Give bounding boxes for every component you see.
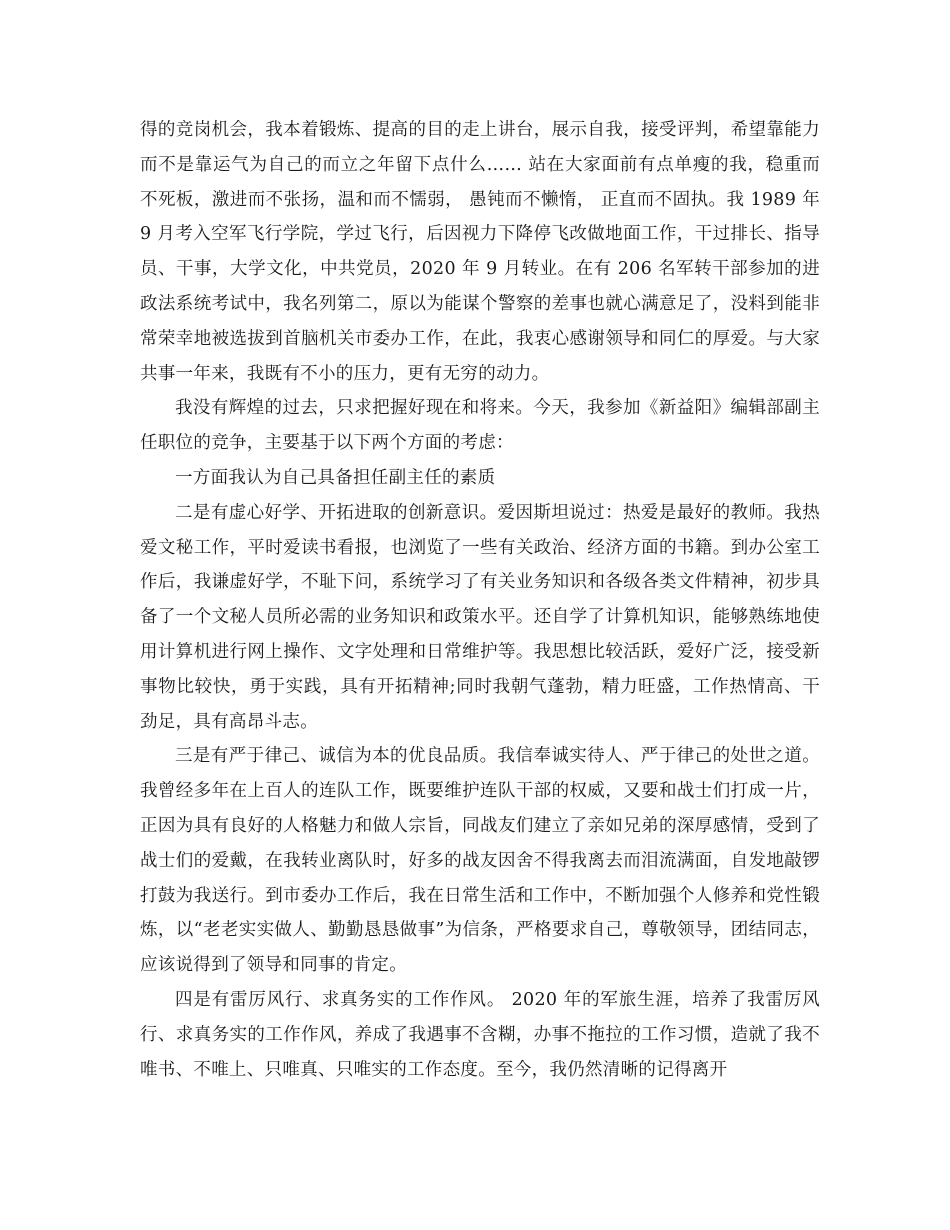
paragraph-1: 得的竞岗机会，我本着锻炼、提高的目的走上讲台，展示自我，接受评判，希望靠能力而不是靠运气为自己的而立之年留下点什么…… 站在大家面前有点单瘦的我，稳重而不死板，激进而不张扬，温和而不懦弱， 愚钝而不懒惰， 正直而不固执。我 1989 年 9 月考入空军飞行学院，学过飞行，后因视力下降停飞改做地面工作，干过排长、指导员、干事，大学文化，中共党员，2020 年 9 月转业。在有 206 名军转干部参加的进政法系统考试中，我名列第二，原以为能谋个警察的差事也就心满意足了，没料到能非常荣幸地被选拔到首脑机关市委办工作，在此，我衷心感谢领导和同仁的厚爱。与大家共事一年来，我既有不小的压力，更有无穷的动力。 (140, 120, 820, 384)
paragraph-6: 四是有雷厉风行、求真务实的工作作风。 2020 年的军旅生涯，培养了我雷厉风行、求真务实的工作作风，养成了我遇事不含糊，办事不拖拉的工作习惯，造就了我不唯书、不唯上、只唯真、只唯实的工作态度。至今，我仍然清晰的记得离开 (140, 989, 820, 1080)
paragraph-2: 我没有辉煌的过去，只求把握好现在和将来。今天，我参加《新益阳》编辑部副主任职位的竞争，主要基于以下两个方面的考虑： (140, 398, 820, 454)
document-body (140, 113, 820, 1087)
paragraph-3: 一方面我认为自己具备担任副主任的素质 (175, 467, 496, 488)
paragraph-5: 三是有严于律己、诚信为本的优良品质。我信奉诚实待人、严于律己的处世之道。我曾经多年在上百人的连队工作，既要维护连队干部的权威，又要和战士们打成一片，正因为具有良好的人格魅力和做人宗旨，同战友们建立了亲如兄弟的深厚感情，受到了战士们的爱戴，在我转业离队时，好多的战友因舍不得我离去而泪流满面，自发地敲锣打鼓为我送行。到市委办工作后，我在日常生活和工作中，不断加强个人修养和党性锻炼，以“老老实实做人、勤勤恳恳做事”为信条，严格要求自己，尊敬领导，团结同志，应该说得到了领导和同事的肯定。 (140, 746, 820, 976)
paragraph-4: 二是有虚心好学、开拓进取的创新意识。爱因斯坦说过：热爱是最好的教师。我热爱文秘工作，平时爱读书看报，也浏览了一些有关政治、经济方面的书籍。到办公室工作后，我谦虚好学，不耻下问，系统学习了有关业务知识和各级各类文件精神，初步具备了一个文秘人员所必需的业务知识和政策水平。还自学了计算机知识，能够熟练地使用计算机进行网上操作、文字处理和日常维护等。我思想比较活跃，爱好广泛，接受新事物比较快，勇于实践，具有开拓精神;同时我朝气蓬勃，精力旺盛，工作热情高、干劲足，具有高昂斗志。 (140, 502, 820, 732)
